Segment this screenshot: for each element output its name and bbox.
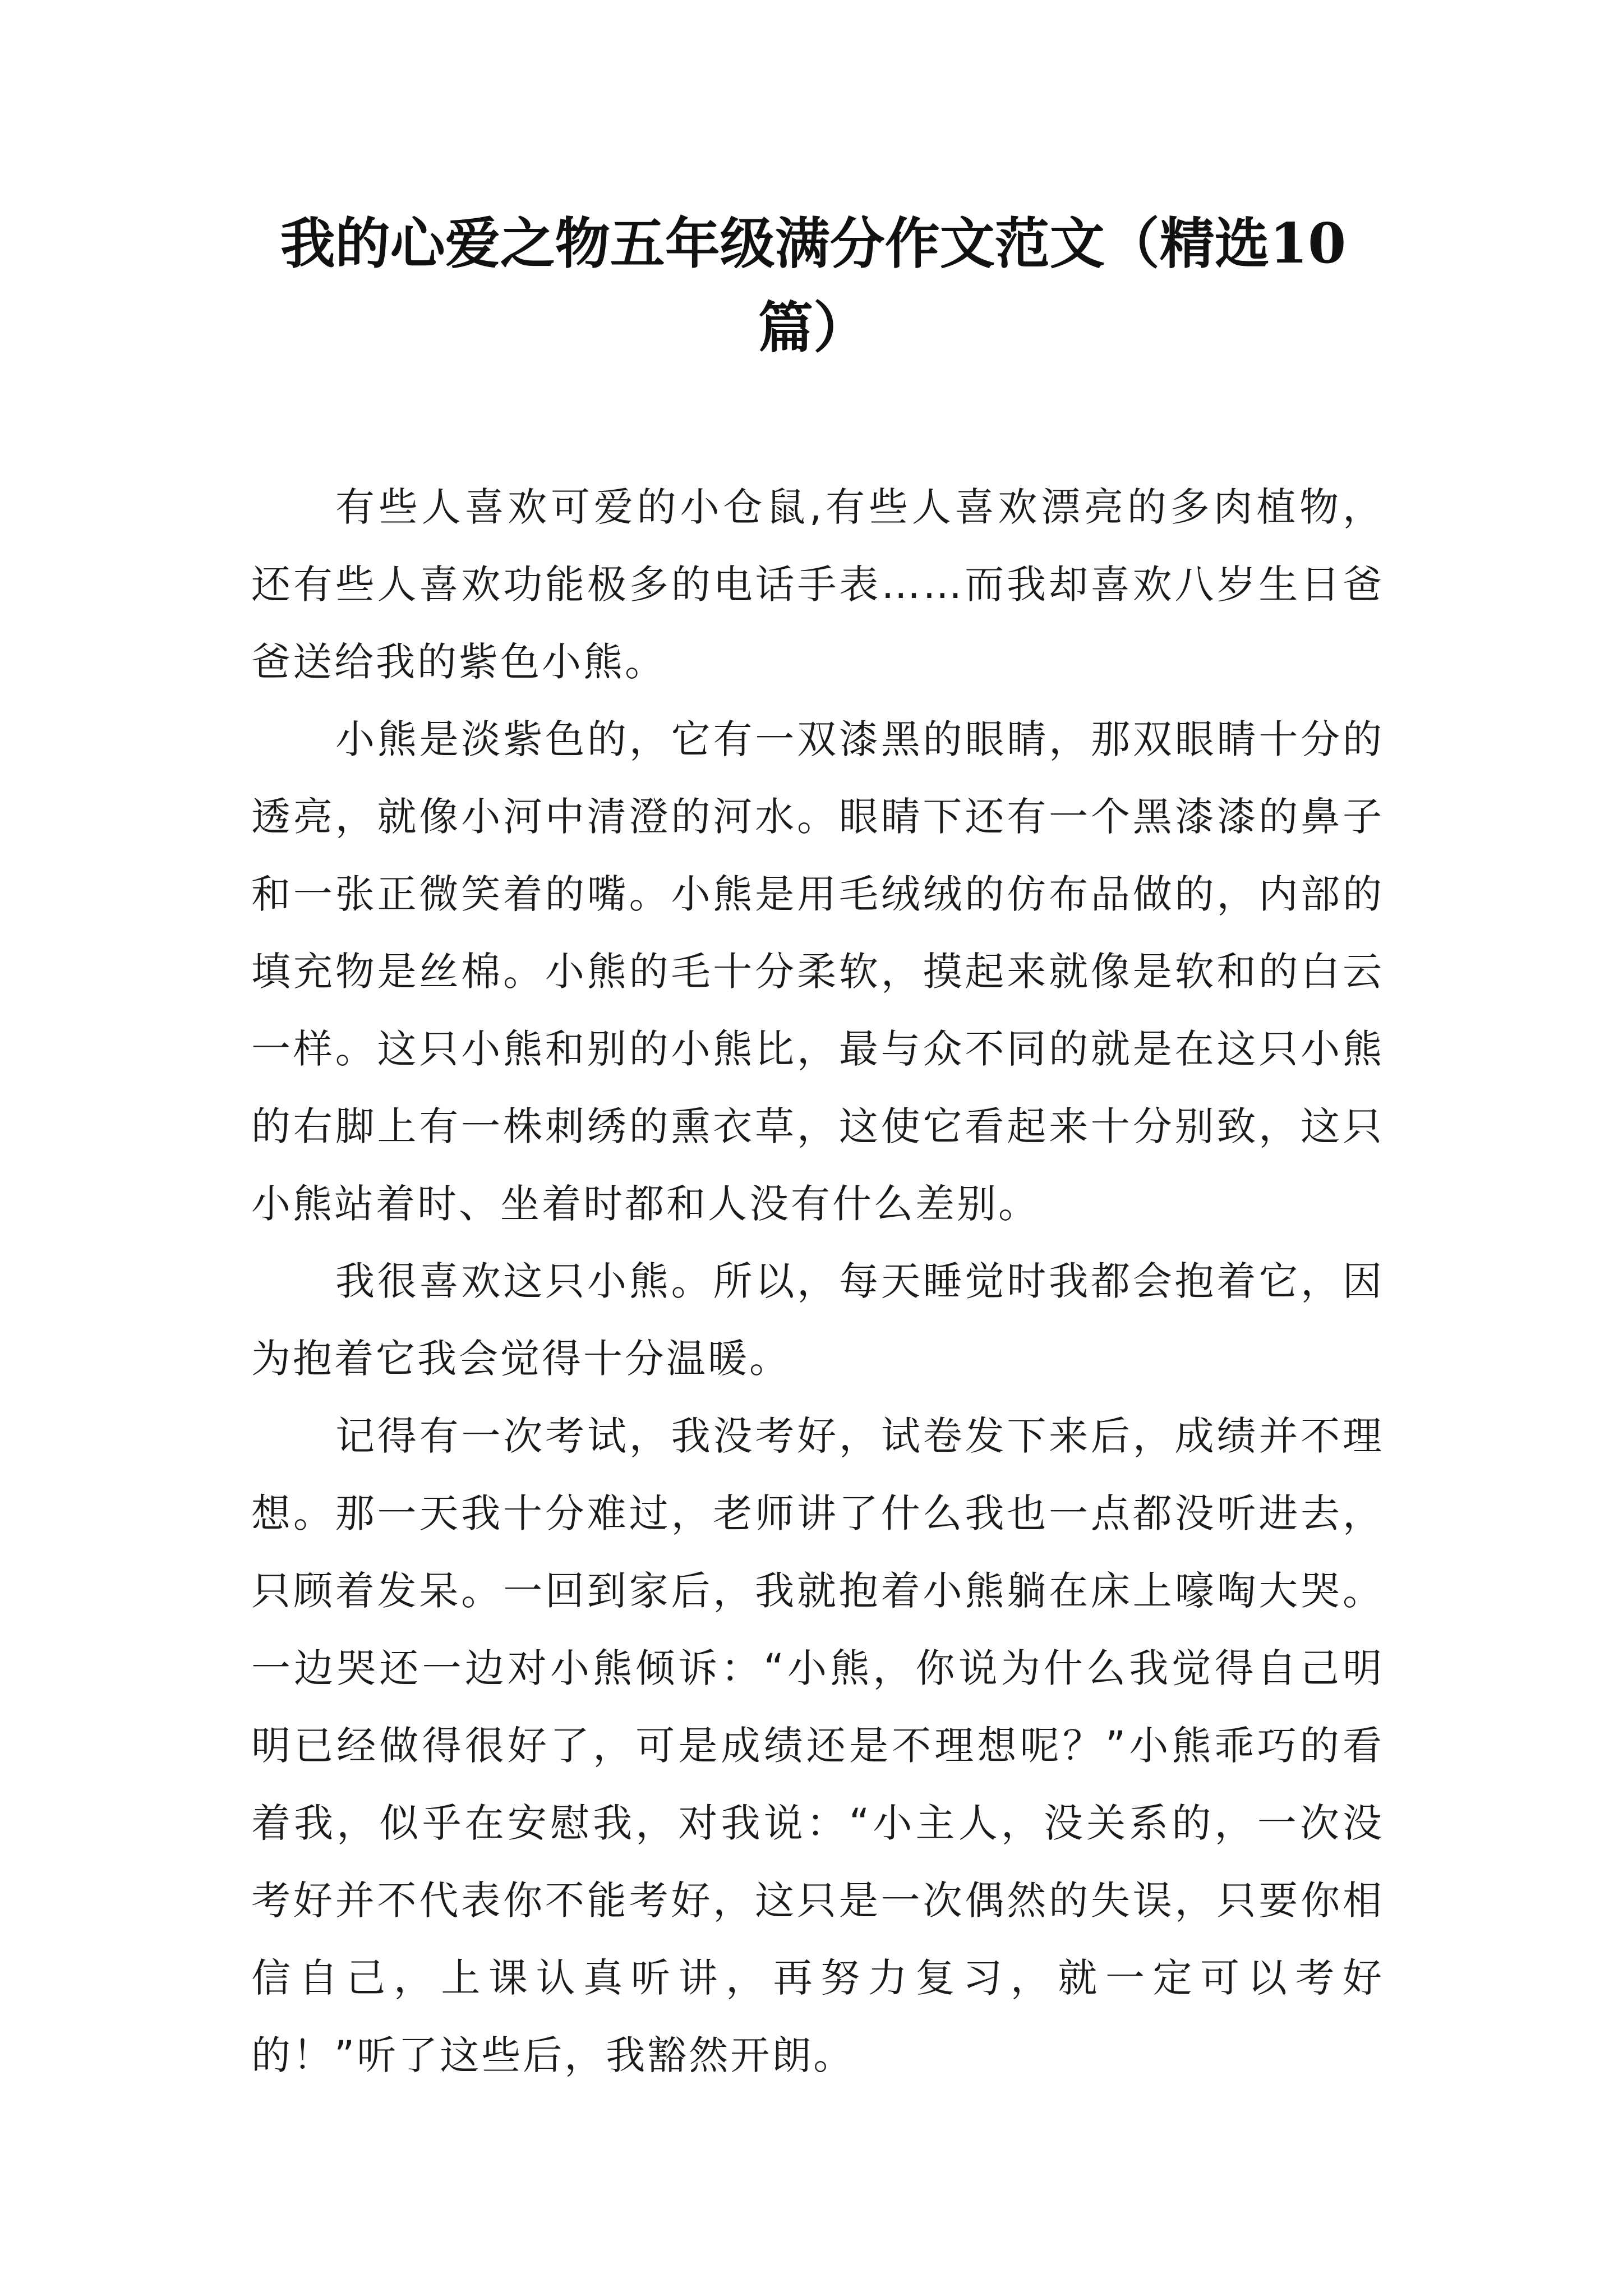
document-body <box>251 468 1384 2094</box>
paragraph-3: 我很喜欢这只小熊。所以，每天睡觉时我都会抱着它，因为抱着它我会觉得十分温暖。 <box>251 1258 1384 1382</box>
paragraph-4: 记得有一次考试，我没考好，试卷发下来后，成绩并不理想。那一天我十分难过，老师讲了什么我也一点都没听进去，只顾着发呆。一回到家后，我就抱着小熊躺在床上嚎啕大哭。一边哭还一边对小熊倾诉：“小熊，你说为什么我觉得自己明明已经做得很好了，可是成绩还是不理想呢？”小熊乖巧的看着我，似乎在安慰我，对我说：“小主人，没关系的，一次没考好并不代表你不能考好，这只是一次偶然的失误，只要你相信自己，上课认真听讲，再努力复习，就一定可以考好的！”听了这些后，我豁然开朗。 <box>251 1413 1384 2078</box>
paragraph-2: 小熊是淡紫色的，它有一双漆黑的眼睛，那双眼睛十分的透亮，就像小河中清澄的河水。眼睛下还有一个黑漆漆的鼻子和一张正微笑着的嘴。小熊是用毛绒绒的仿布品做的，内部的填充物是丝棉。小熊的毛十分柔软，摸起来就像是软和的白云一样。这只小熊和别的小熊比，最与众不同的就是在这只小熊的右脚上有一株刺绣的熏衣草，这使它看起来十分别致，这只小熊站着时、坐着时都和人没有什么差别。 <box>251 716 1384 1227</box>
paragraph-1: 有些人喜欢可爱的小仓鼠,有些人喜欢漂亮的多肉植物，还有些人喜欢功能极多的电话手表……而我却喜欢八岁生日爸爸送给我的紫色小熊。 <box>251 484 1384 685</box>
page-title: 我的心爱之物五年级满分作文范文（精选10篇） <box>280 211 1347 360</box>
